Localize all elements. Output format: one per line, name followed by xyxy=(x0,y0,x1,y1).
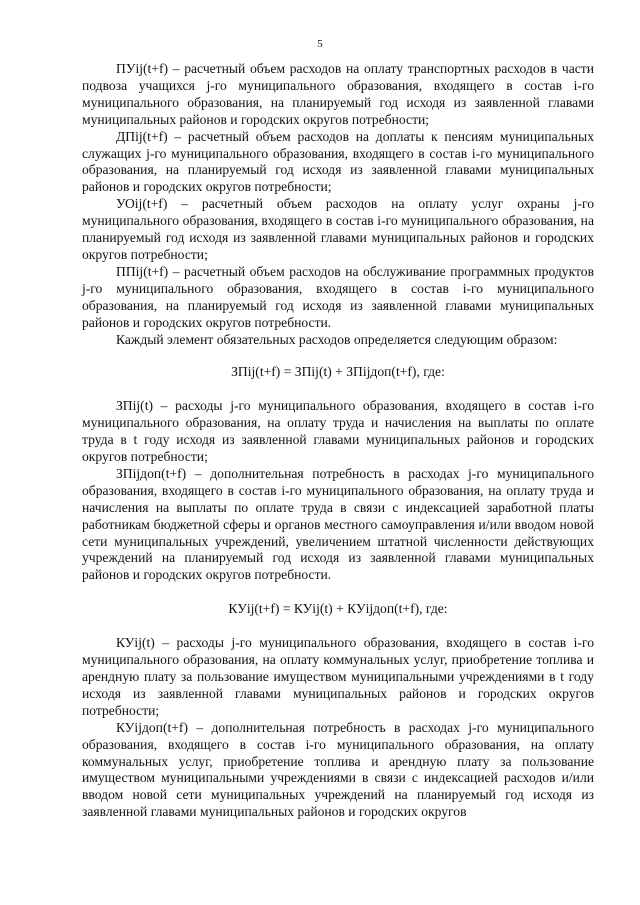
paragraph-pp: ППij(t+f) – расчетный объем расходов на обслуживание программных продуктов j-го муниципального образования, входящего в состав i-го муниципального образования, на планируемый год исходя из заявленной главами муниципальных районов и городских округов потребности. xyxy=(82,263,594,330)
paragraph-intro: Каждый элемент обязательных расходов определяется следующим образом: xyxy=(116,331,558,347)
document-body xyxy=(82,61,594,821)
page-number: 5 xyxy=(317,38,323,50)
paragraph-uo: УОij(t+f) – расчетный объем расходов на оплату услуг охраны j-го муниципального образования, входящего в состав i-го муниципального образования, на планируемый год исходя из заявленной главами муниципальных районов и городских округов потребности; xyxy=(82,196,594,262)
paragraph-ku-t: КУij(t) – расходы j-го муниципального образования, входящего в состав i-го муниципального образования, на оплату коммунальных услуг, приобретение топлива и арендную плату за пользование имуществом муниципальными учреждениями в t году исходя из заявленной главами муниципальных районов и городских округов потребности; xyxy=(82,635,594,718)
paragraph-pu: ПУij(t+f) – расчетный объем расходов на оплату транспортных расходов в части подвоза учащихся j-го муниципального образования, входящего в состав i-го муниципального образования, на планируемый год исходя из заявленной главами муниципальных районов и городских округов потребности; xyxy=(82,61,594,127)
formula-ku: КУij(t+f) = КУij(t) + КУijдоп(t+f), где: xyxy=(228,601,448,617)
formula-zp: ЗПij(t+f) = ЗПij(t) + ЗПijдоп(t+f), где: xyxy=(231,364,445,380)
paragraph-zp-t: ЗПij(t) – расходы j-го муниципального образования, входящего в состав i-го муниципального образования, на оплату труда и начисления на выплаты по оплате труда в t году исходя из заявленной главами муниципальных районов и городских округов потребности; xyxy=(82,398,594,465)
paragraph-zp-dop: ЗПijдоп(t+f) – дополнительная потребность в расходах j-го муниципального образования, входящего в состав i-го муниципального образования, на оплату труда и начисления на выплаты по оплате труда в связи с индексацией заработной платы работникам бюджетной сферы и органов местного самоуправления и/или вводом новой сети муниципальных учреждений, увеличением штатной численности действующих учреждений на планируемый год исходя из заявленной главами муниципальных районов и городских округов потребности. xyxy=(82,465,594,583)
paragraph-dp: ДПij(t+f) – расчетный объем расходов на доплаты к пенсиям муниципальных служащих j-го муниципального образования, входящего в состав i-го муниципального образования, на планируемый год исходя из заявленной главами муниципальных районов и городских округов потребности; xyxy=(82,128,594,195)
paragraph-ku-dop: КУijдоп(t+f) – дополнительная потребность в расходах j-го муниципального образования, входящего в состав i-го муниципального образования, на оплату коммунальных услуг, приобретение топлива и арендную плату за пользование имуществом муниципальными учреждениями в связи с индексацией расходов и/или вводом новой сети муниципальных учреждений на планируемый год исходя из заявленной главами муниципальных районов и городских округов xyxy=(82,719,594,820)
